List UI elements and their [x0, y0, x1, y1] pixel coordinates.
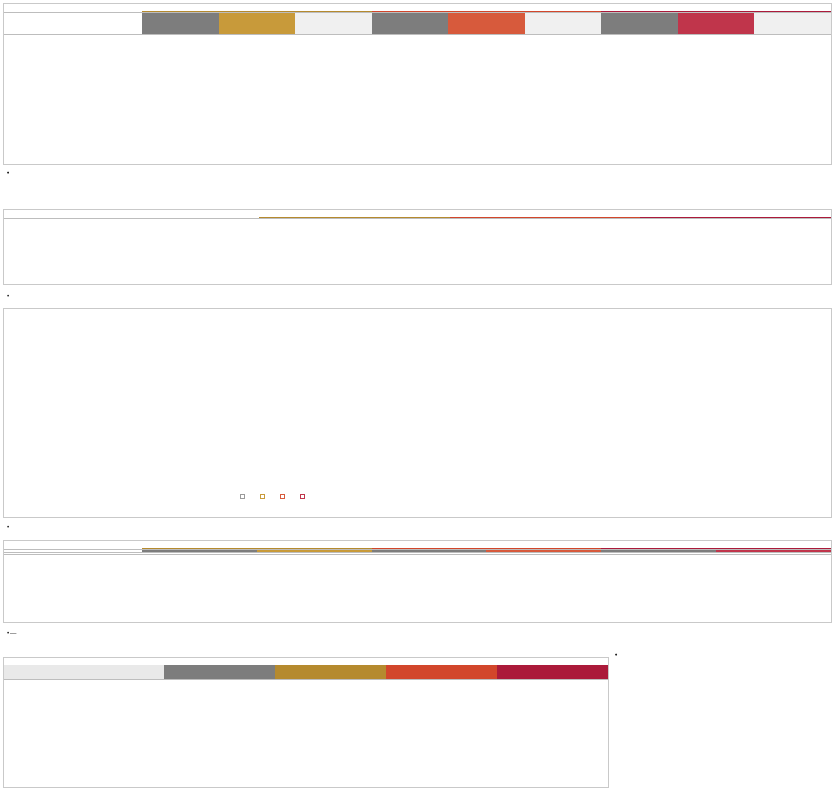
table2-footnotes [4, 35, 831, 37]
table5-footnotes [4, 680, 608, 682]
table4-footnotes [4, 555, 831, 557]
table4 [4, 548, 831, 555]
table2-panel [3, 3, 832, 165]
table2-title [4, 4, 831, 11]
legend-item-severe [300, 494, 308, 500]
table2-subheader [372, 13, 449, 35]
table2 [4, 11, 831, 35]
table2-subheader [448, 13, 525, 35]
figure3-legend [240, 494, 308, 500]
legend-item-moderate [280, 494, 288, 500]
table2-subheader [219, 13, 296, 35]
table2-subheader [525, 13, 602, 35]
figure3-panel [3, 308, 832, 518]
table5-header [386, 665, 497, 679]
table4-title [4, 541, 831, 548]
table2-subheader [754, 13, 831, 35]
figure3-charts [4, 327, 831, 499]
table2-subheader [142, 13, 219, 35]
table5-title [4, 658, 608, 665]
table5 [4, 665, 608, 680]
figure3-footnote [4, 507, 12, 509]
table4-panel [3, 540, 832, 623]
table3-footnote [4, 219, 831, 221]
table5-header [4, 665, 164, 679]
table2-subheader [601, 13, 678, 35]
figure3-title [4, 309, 831, 316]
table3-title [4, 210, 831, 217]
legend-item-mild [260, 494, 268, 500]
table3-panel [3, 209, 832, 285]
legend-item-normal [240, 494, 248, 500]
table5-header [164, 665, 275, 679]
table2-subheader [295, 13, 372, 35]
table5-panel [3, 657, 609, 788]
table5-header [497, 665, 608, 679]
table2-subheader [678, 13, 755, 35]
table5-header [275, 665, 386, 679]
